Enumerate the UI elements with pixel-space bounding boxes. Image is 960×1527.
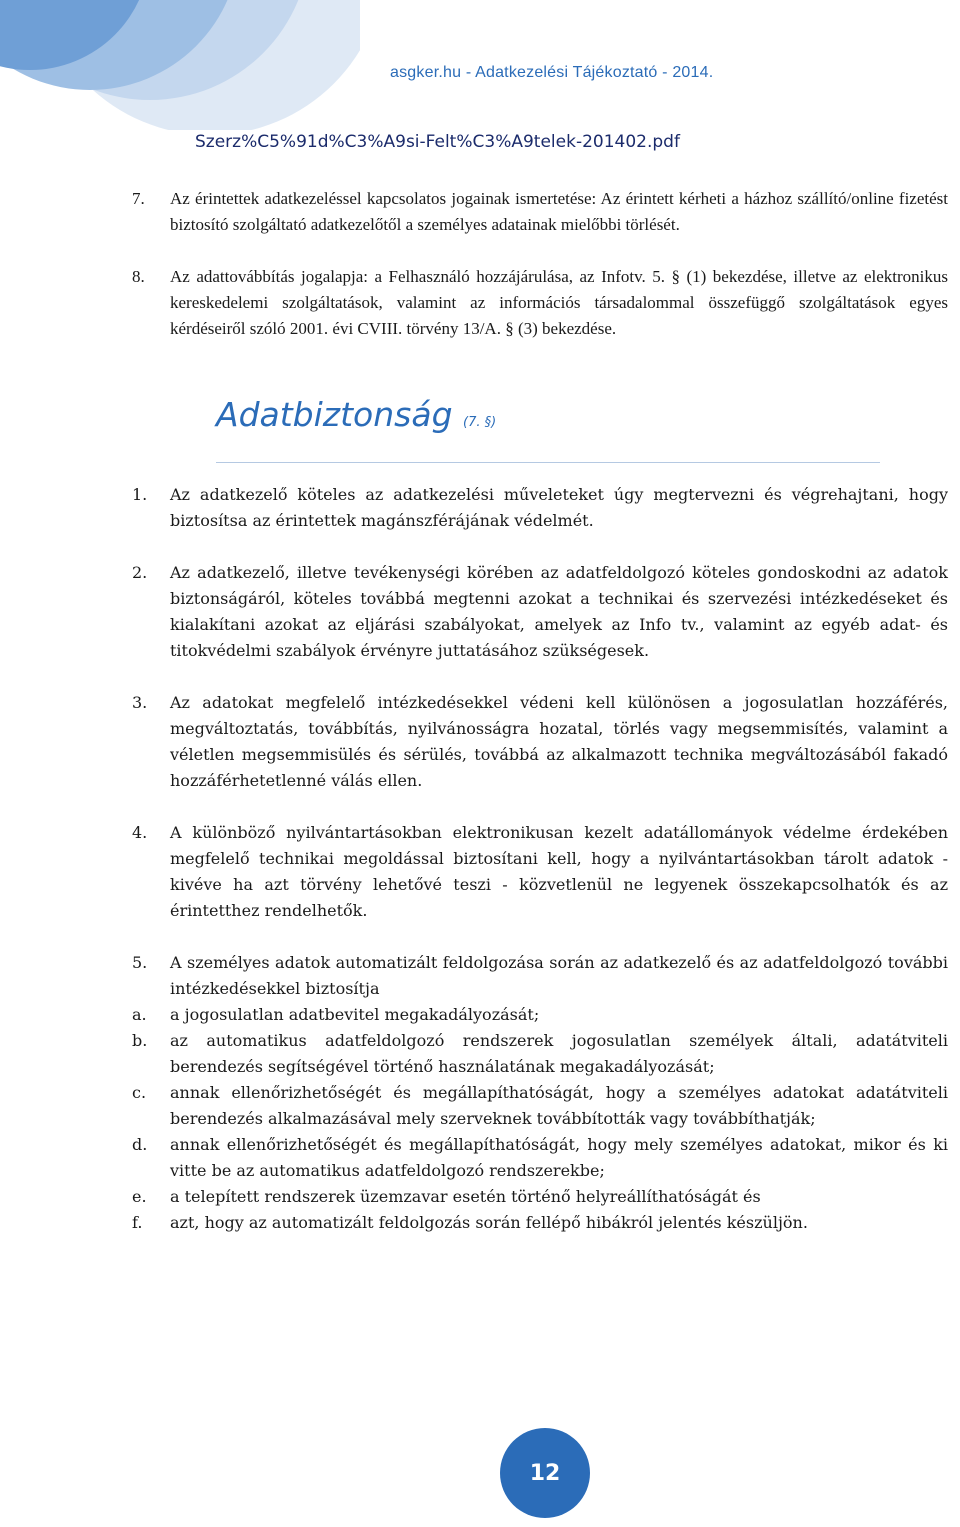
list-item-7	[132, 186, 948, 238]
list-text: Az adatkezelő köteles az adatkezelési műveleteket úgy megtervezni és végrehajtani, hogy biztosítsa az érintettek magánszférájának védelmét.	[170, 485, 948, 530]
sub-item-letter: f.	[132, 1213, 143, 1232]
sub-item-text: annak ellenőrizhetőségét és megállapíthatóságát, hogy mely személyes adatokat, mikor és ki vitte be az automatikus adatfeldolgozó rendszerekbe;	[170, 1135, 948, 1180]
list-text: Az érintettek adatkezeléssel kapcsolatos jogainak ismertetése: Az érintett kérheti a házhoz szállító/online fizetést biztosító szolgáltató adatkezelőtől a személyes adatainak mielőbbi törlését.	[170, 189, 948, 234]
sub-item-e	[132, 1184, 948, 1210]
list-item-4	[132, 820, 948, 924]
section-ref: (7. §)	[463, 415, 497, 430]
list-text: Az adatkezelő, illetve tevékenységi körében az adatfeldolgozó köteles gondoskodni az adatok biztonságáról, köteles továbbá megtenni azokat a technikai és szervezési intézkedéseket és kialakítani azokat az eljárási szabályokat, amelyek az Info tv., valamint az egyéb adat- és titokvédelmi szabályok érvényre juttatásához szükségesek.	[170, 563, 948, 660]
page-number-badge: 12	[500, 1428, 590, 1518]
list-text: Az adatokat megfelelő intézkedésekkel védeni kell különösen a jogosulatlan hozzáférés, megváltoztatás, továbbítás, nyilvánosságra hozatal, törlés vagy megsemmisítés, valamint a véletlen megsemmisülés és sérülés, továbbá az alkalmazott technika megváltozásából fakadó hozzáférhetetlenné válás ellen.	[170, 693, 948, 790]
sub-item-letter: b.	[132, 1031, 148, 1050]
list-number: 5.	[132, 953, 148, 972]
list-number: 3.	[132, 693, 148, 712]
list-text: Az adattovábbítás jogalapja: a Felhasználó hozzájárulása, az Infotv. 5. § (1) bekezdése, illetve az elektronikus kereskedelemi szolgáltatások, valamint az információs társadalommal összefüggő szolgáltatások egyes kérdéseiről szóló 2001. évi CVIII. törvény 13/A. § (3) bekezdése.	[170, 267, 948, 338]
header-file-name: Szerz%C5%91d%C3%A9si-Felt%C3%A9telek-201402.pdf	[195, 132, 680, 152]
list-number: 1.	[132, 485, 148, 504]
list-text: A személyes adatok automatizált feldolgozása során az adatkezelő és az adatfeldolgozó további intézkedésekkel biztosítja	[170, 953, 948, 998]
sub-item-a	[132, 1002, 948, 1028]
section-title-text: Adatbiztonság	[216, 395, 453, 434]
sub-item-text: a jogosulatlan adatbevitel megakadályozását;	[170, 1005, 540, 1024]
sub-item-text: az automatikus adatfeldolgozó rendszerek jogosulatlan személyek általi, adatátviteli berendezés segítségével történő használatának megakadályozását;	[170, 1031, 948, 1076]
sub-item-text: annak ellenőrizhetőségét és megállapíthatóságát, hogy a személyes adatokat adatátviteli berendezés alkalmazásával mely szerveknek továbbították vagy továbbíthatják;	[170, 1083, 948, 1128]
list-item-2	[132, 560, 948, 664]
decorative-corner-circles	[0, 0, 360, 130]
sub-item-c	[132, 1080, 948, 1132]
list-item-1	[132, 482, 948, 534]
list-item-5	[132, 950, 948, 1002]
sub-item-f	[132, 1210, 948, 1236]
sub-item-letter: c.	[132, 1083, 147, 1102]
sub-item-letter: a.	[132, 1005, 147, 1024]
sub-item-text: azt, hogy az automatizált feldolgozás során fellépő hibákról jelentés készüljön.	[170, 1213, 808, 1232]
section-divider	[216, 462, 880, 463]
list-item-8	[132, 264, 948, 342]
sub-item-letter: e.	[132, 1187, 147, 1206]
sub-item-d	[132, 1132, 948, 1184]
section-title	[216, 395, 497, 436]
document-body	[132, 186, 948, 1236]
list-number: 8.	[132, 267, 145, 286]
list-number: 4.	[132, 823, 148, 842]
sub-item-b	[132, 1028, 948, 1080]
section-heading	[132, 395, 948, 464]
list-number: 7.	[132, 189, 145, 208]
header-site-title: asgker.hu - Adatkezelési Tájékoztató - 2014.	[390, 64, 714, 81]
list-item-3	[132, 690, 948, 794]
sub-item-letter: d.	[132, 1135, 148, 1154]
list-number: 2.	[132, 563, 148, 582]
list-text: A különböző nyilvántartásokban elektronikusan kezelt adatállományok védelme érdekében megfelelő technikai megoldással biztosítani kell, hogy a nyilvántartásokban tárolt adatok - kivéve ha azt törvény lehetővé teszi - közvetlenül ne legyenek összekapcsolhatók és az érintetthez rendelhetők.	[170, 823, 948, 920]
sub-item-text: a telepített rendszerek üzemzavar esetén történő helyreállíthatóságát és	[170, 1187, 761, 1206]
